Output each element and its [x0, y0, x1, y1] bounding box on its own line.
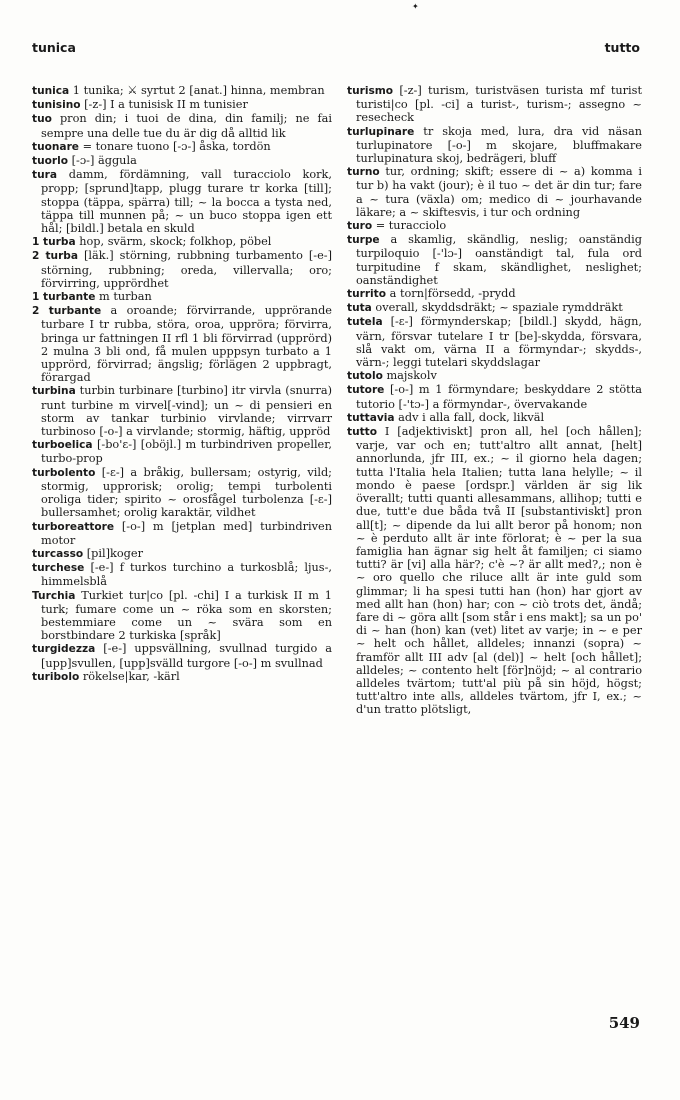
entry-headword: tuonare [32, 140, 79, 153]
print-mark: ✦ [412, 2, 419, 11]
entry-headword: turo [347, 220, 373, 233]
entry-headword: turcasso [32, 547, 84, 560]
dictionary-entry [347, 383, 642, 410]
dictionary-entry [32, 168, 332, 235]
entry-definition: = turacciolo [372, 219, 447, 233]
entry-headword: Turchia [32, 589, 76, 602]
entry-definition: = tonare tuono [-ɔ-] åska, tordön [78, 139, 271, 153]
entry-definition: [-ε-] förmynderskap; [bildl.] skydd, hägn, värn, försvar tutelare I tr [be]-skydda, försvara, slå vakt om, värna II a förmyndar-; skydds-, värn-; leggi tutelari skyddslagar [356, 315, 642, 370]
dictionary-entry [32, 98, 332, 112]
page-number: 549 [608, 1014, 640, 1032]
entry-definition: tr skoja med, lura, dra vid näsan turlupinatore [-o-] m skojare, bluffmakare turlupinatura skoj, bedrägeri, bluff [356, 124, 642, 166]
entry-headword: tuttavia [347, 411, 395, 424]
entry-headword: turismo [347, 85, 394, 97]
header-first-word: tunica [32, 40, 76, 55]
entry-definition: hop, svärm, skock; folkhop, pöbel [75, 235, 272, 249]
header-last-word: tutto [604, 40, 640, 55]
dictionary-entry [347, 411, 642, 425]
dictionary-entry [32, 642, 332, 669]
dictionary-entry [32, 589, 332, 643]
entry-headword: turboreattore [32, 520, 115, 533]
dictionary-entry [347, 125, 642, 166]
entry-definition: turbin turbinare [turbino] itr virvla (snurra) runt turbine m virvel[-vind]; un ~ di pensieri en storm av tankar turbinio virvlande; virrvarr turbinoso [-o-] a virvlande; stormig, häftig, uppröd [41, 384, 332, 439]
entry-headword: 1 turba [32, 236, 76, 249]
dictionary-entry [347, 84, 642, 125]
dictionary-entry [347, 425, 642, 716]
entry-definition: Turkiet tur|co [pl. -chi] I a turkisk II m 1 turk; fumare come un ~ röka som en skorsten; bestemmiare come un ~ svära som en borstbindare 2 turkiska [språk] [41, 588, 332, 643]
entry-definition: m turban [95, 290, 152, 304]
dictionary-entry [32, 520, 332, 547]
dictionary-entry [347, 165, 642, 219]
dictionary-entry [32, 235, 332, 249]
entry-headword: tunisino [32, 99, 81, 112]
entry-definition: [-o-] m [jetplan med] turbindriven motor [41, 519, 332, 547]
entry-definition: 1 tunika; ⚔ syrtut 2 [anat.] hinna, membran [69, 84, 325, 97]
entry-definition: [-ε-] a bråkig, bullersam; ostyrig, vild; stormig, upprorisk; orolig; tempi turbolenti oroliga tider; spirito ~ orosfågel turbolenza [-ε-] bullersamhet; orolig karaktär, vildhet [41, 465, 332, 520]
entry-definition: damm, fördämning, vall turacciolo kork, propp; [sprund]tapp, plugg turare tr korka [till]; stoppa (täppa, spärra) till; ~ la bocca a tysta ned, täppa till munnen på; ~ un buco stoppa igen ett hål; [bildl.] betala en skuld [41, 168, 332, 236]
entry-headword: turgidezza [32, 643, 96, 656]
entry-headword: 1 turbante [32, 291, 96, 304]
entry-headword: tura [32, 169, 57, 182]
dictionary-entry [32, 561, 332, 588]
entry-headword: turpe [347, 234, 380, 247]
page-header [32, 40, 640, 60]
entry-headword: tunica [32, 85, 70, 97]
dictionary-entry [32, 670, 332, 684]
entry-headword: tuo [32, 113, 52, 126]
entry-definition: rökelse|kar, -kärl [79, 669, 180, 683]
entry-definition: [-bo'ε-] [oböjl.] m turbindriven propeller, turbo-prop [41, 438, 332, 466]
entry-headword: tutolo [347, 370, 383, 383]
dictionary-entry [347, 315, 642, 369]
entry-headword: tuta [347, 302, 372, 315]
dictionary-entry [32, 249, 332, 290]
entry-definition: a skamlig, skändlig, neslig; oanständig turpiloquio [-'lɔ-] oanständigt tal, fula ord turpitudine f skam, skändlighet, neslighet; oanständighet [356, 233, 642, 287]
dictionary-entry [32, 466, 332, 520]
dictionary-entry [32, 304, 332, 384]
entry-headword: turlupinare [347, 125, 415, 138]
entry-headword: turrito [347, 288, 387, 301]
dictionary-entry [32, 154, 332, 168]
dictionary-entry [32, 84, 332, 98]
entry-definition: [läk.] störning, rubbning turbamento [-e-] störning, rubbning; oreda, villervalla; oro; förvirring, upprördhet [41, 249, 332, 290]
entry-definition: pron din; i tuoi de dina, din familj; ne fai sempre una delle tue du är dig då alltid lik [41, 112, 332, 140]
dictionary-entry [32, 547, 332, 561]
entry-headword: tuorlo [32, 155, 69, 168]
entry-headword: turchese [32, 562, 85, 575]
dictionary-entry [347, 233, 642, 287]
dictionary-entry [347, 301, 642, 315]
entry-definition: [-e-] uppsvällning, svullnad turgido a [upp]svullen, [upp]svälld turgore [-o-] m svullnad [41, 642, 332, 670]
entry-definition: adv i alla fall, dock, likväl [394, 410, 545, 424]
entry-definition: [-e-] f turkos turchino a turkosblå; ljus-, himmelsblå [41, 561, 332, 589]
dictionary-entry [347, 219, 642, 233]
entry-definition: overall, skyddsdräkt; ~ spaziale rymddräkt [371, 301, 623, 315]
dictionary-entry [347, 287, 642, 301]
dictionary-entry [347, 369, 642, 383]
left-column [32, 84, 332, 684]
entry-headword: tutela [347, 316, 383, 329]
entry-definition: majskolv [382, 369, 437, 383]
right-column [347, 84, 642, 717]
entry-headword: 2 turba [32, 250, 79, 263]
entry-headword: tutto [347, 426, 378, 439]
entry-definition: [-o-] m 1 förmyndare; beskyddare 2 stötta tutorio [-'tɔ-] a förmyndar-, övervakande [356, 383, 642, 411]
dictionary-entry [32, 140, 332, 154]
dictionary-entry [32, 438, 332, 465]
entry-definition: tur, ordning; skift; essere di ~ a) komma i tur b) ha vakt (jour); è il tuo ~ det är din tur; fare a ~ tura (växla) om; medico di ~ jourhavande läkare; a ~ skiftesvis, i tur och ordning [356, 165, 642, 219]
entry-headword: turno [347, 166, 380, 179]
dictionary-entry [32, 290, 332, 304]
entry-definition: a oroande; förvirrande, upprörande turbare I tr rubba, störa, oroa, uppröra; förvirra, bringa ur fattningen II rfl 1 bli förvirrad (upprörd) 2 mulna 3 bli ond, få mulen upppsyn turbato a 1 upprörd, förvirrad; ängslig; förlägen 2 uppbragt, förargad [41, 304, 332, 385]
entry-definition: I [adjektiviskt] pron all, hel [och hållen]; varje, var och en; tutt'altro allt annat, [helt] annorlunda, jfr III, ex.; ~ il giorno hela dagen; tutta l'Italia hela Italien; tutta lana helylle; ~ il mondo è paese [ordspr.] världen är sig lik överallt; tutti quanti allesammans, allihop; tutti e due, tutt'e due båda två II [substantiviskt] pron all[t]; ~ dipende da lui allt beror på honom; non ~ è perduto allt är inte förlorat; è ~ per la sua famiglia han ägnar sig helt åt familjen; ci siamo tutti? är [vi] alla här?; c'è ~? är allt med?,; non è ~ oro quello che riluce allt är inte guld som glimmar; li ha spesi tutti han (hon) har gjort av med allt han (hon) har; con ~ ciò trots det, ändå; fare di ~ göra allt [som står i ens makt]; sa un po' di ~ han (hon) kan (vet) litet av varje; in ~ e per ~ helt och hållet, alldeles; innanzi (sopra) ~ framför allt III adv [al (del)] ~ helt [och hållet]; alldeles; ~ contento helt [för]nöjd; ~ al contrario alldeles tvärtom; tutt'al più på sin höjd, högst; tutt'altro inte alls, alldeles tvärtom, jfr I, ex.; ~ d'un tratto plötsligt, [356, 425, 642, 717]
entry-definition: [-z-] I a tunisisk II m tunisier [80, 98, 248, 112]
entry-headword: 2 turbante [32, 305, 102, 318]
entry-headword: turbolento [32, 466, 96, 479]
entry-definition: [-z-] turism, turistväsen turista mf turist turisti|co [pl. -ci] a turist-, turism-; assegno ~ resecheck [356, 84, 642, 125]
entry-headword: turibolo [32, 670, 80, 683]
entry-definition: [pil]koger [83, 546, 143, 560]
entry-definition: a torn|försedd, -prydd [386, 287, 516, 301]
entry-headword: turbina [32, 385, 76, 398]
dictionary-entry [32, 112, 332, 139]
entry-headword: tutore [347, 384, 385, 397]
entry-definition: [-ɔ-] äggula [68, 154, 137, 168]
entry-headword: turboelica [32, 439, 93, 452]
dictionary-entry [32, 384, 332, 438]
